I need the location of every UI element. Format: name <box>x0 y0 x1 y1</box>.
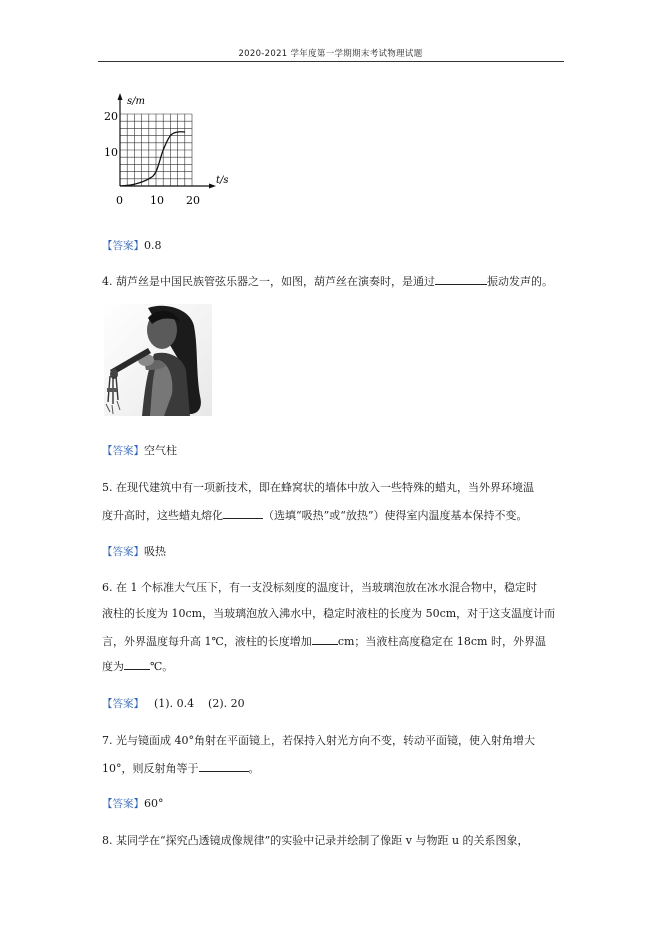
question-5-line-2 <box>102 506 528 524</box>
answer-6 <box>102 696 245 711</box>
y-axis-arrow <box>118 93 123 100</box>
answer-text: 0.8 <box>144 239 162 252</box>
y-axis-label: s/m <box>127 96 145 107</box>
question-text: 度为 <box>102 660 124 673</box>
question-text: 振动发声的。 <box>487 275 553 288</box>
question-6-line-3 <box>102 632 546 650</box>
answer-tag: 【答案】 <box>102 798 144 810</box>
answer-3 <box>102 238 162 253</box>
question-6-line-4 <box>102 657 173 675</box>
question-6-line-1: 6. 在 1 个标准大气压下，有一支没标刻度的温度计，当玻璃泡放在冰水混合物中，稳定时 <box>102 581 537 594</box>
header-rule <box>98 61 564 62</box>
graph-curve <box>120 132 185 186</box>
question-4 <box>102 272 553 290</box>
answer-tag: 【答案】 <box>102 240 144 252</box>
answer-text: (1). 0.4 (2). 20 <box>154 697 245 710</box>
answer-text: 吸热 <box>144 545 166 558</box>
graph-grid <box>120 114 192 186</box>
answer-7 <box>102 796 164 811</box>
answer-blank <box>312 632 338 645</box>
answer-tag: 【答案】 <box>102 698 144 710</box>
question-text: ℃。 <box>150 660 174 673</box>
question-text: 言，外界温度每升高 1℃，液柱的长度增加 <box>102 635 312 648</box>
answer-blank <box>199 759 249 772</box>
x-tick-0: 0 <box>116 194 123 207</box>
y-tick-10: 10 <box>104 146 118 159</box>
question-text: （选填“吸热”或“放热”）使得室内温度基本保持不变。 <box>263 509 528 522</box>
answer-tag: 【答案】 <box>102 445 144 457</box>
question-text: 4. 葫芦丝是中国民族管弦乐器之一，如图，葫芦丝在演奏时，是通过 <box>102 275 435 288</box>
question-6-line-2: 液柱的长度为 10cm，当玻璃泡放入沸水中，稳定时液柱的长度为 50cm，对于这支温度计而 <box>102 607 556 620</box>
answer-text: 60° <box>144 797 164 810</box>
question-8-line-1: 8. 某同学在“探究凸透镜成像规律”的实验中记录并绘制了像距 v 与物距 u 的关系图象， <box>102 834 529 847</box>
answer-tag: 【答案】 <box>102 546 144 558</box>
answer-blank <box>435 272 487 285</box>
page-header: 2020-2021 学年度第一学期期末考试物理试题 <box>238 49 423 59</box>
answer-text: 空气柱 <box>144 444 177 457</box>
hulusi-player-photo <box>104 304 212 416</box>
x-axis-arrow <box>209 184 216 189</box>
answer-4 <box>102 442 177 458</box>
s-t-graph <box>100 92 235 210</box>
y-tick-20: 20 <box>104 110 118 123</box>
answer-5 <box>102 543 166 559</box>
question-7-line-1: 7. 光与镜面成 40°角射在平面镜上，若保持入射光方向不变，转动平面镜，使入射角增大 <box>102 734 535 747</box>
question-text: cm；当液柱高度稳定在 18cm 时，外界温 <box>337 635 546 648</box>
x-tick-10: 10 <box>150 194 164 207</box>
question-text: 10°，则反射角等于 <box>102 762 199 775</box>
question-5-line-1: 5. 在现代建筑中有一项新技术，即在蜂窝状的墙体中放入一些特殊的蜡丸，当外界环境温 <box>102 481 534 494</box>
question-7-line-2 <box>102 759 260 777</box>
question-text: 度升高时，这些蜡丸熔化 <box>102 509 223 522</box>
answer-blank <box>223 506 263 519</box>
answer-blank <box>124 657 150 670</box>
x-axis-label: t/s <box>216 175 229 186</box>
x-tick-20: 20 <box>186 194 200 207</box>
question-text: 。 <box>248 762 260 775</box>
